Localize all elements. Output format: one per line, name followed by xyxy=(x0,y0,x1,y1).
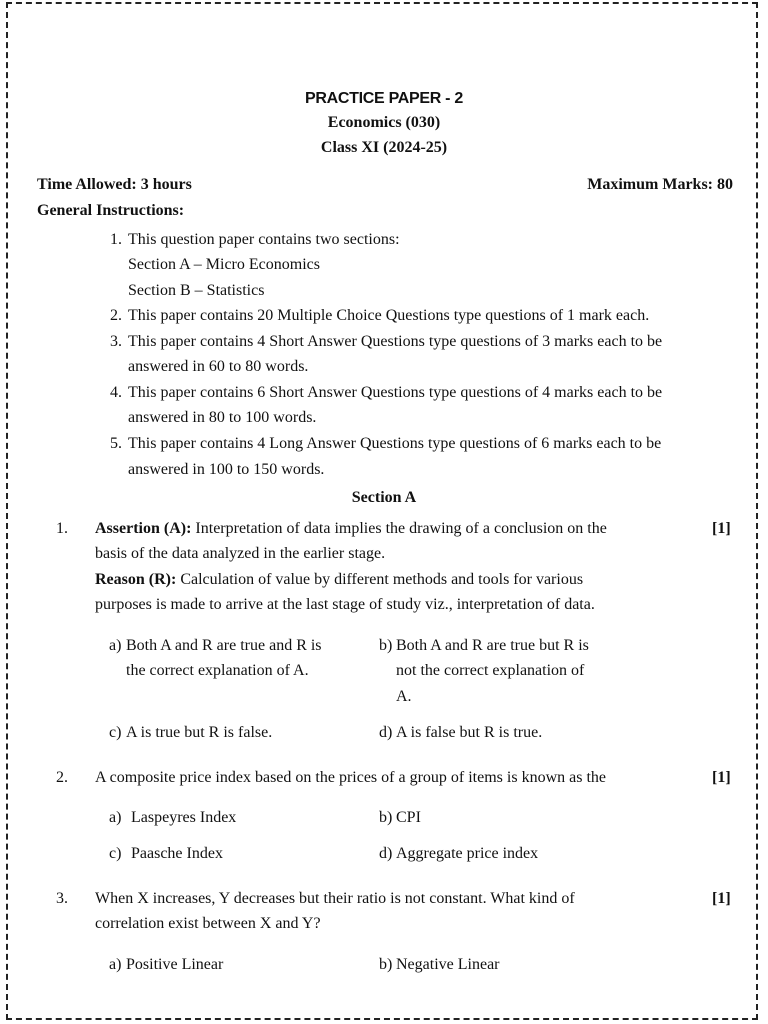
question-number: 2. xyxy=(56,769,68,786)
instructions-heading: General Instructions: xyxy=(37,202,185,219)
option-text: Laspeyres Index xyxy=(131,809,237,826)
assertion-label: Assertion (A): xyxy=(95,520,192,537)
instruction-line: answered in 100 to 150 words. xyxy=(128,461,325,478)
instruction-line: This paper contains 4 Short Answer Questions type questions of 3 marks each to be xyxy=(128,333,663,350)
option-text: Negative Linear xyxy=(396,956,500,973)
instruction-number: 5. xyxy=(110,435,122,452)
option-text: the correct explanation of A. xyxy=(126,662,309,679)
option-text: A is false but R is true. xyxy=(396,724,543,741)
assertion-line: Interpretation of data implies the drawing of a conclusion on the xyxy=(191,520,607,537)
question-text: When X increases, Y decreases but their ratio is not constant. What kind of xyxy=(95,890,575,907)
option-label: c) xyxy=(109,845,122,862)
instruction-line: This question paper contains two sections: xyxy=(128,231,400,248)
question-text: correlation exist between X and Y? xyxy=(95,915,321,932)
option-text: A. xyxy=(396,688,412,705)
instruction-line: answered in 80 to 100 words. xyxy=(128,409,317,426)
option-text: Positive Linear xyxy=(126,956,224,973)
option-label: a) xyxy=(109,956,122,973)
option-label: a) xyxy=(109,809,122,826)
question-marks: [1] xyxy=(712,520,731,537)
option-label: b) xyxy=(379,637,393,654)
instruction-line: answered in 60 to 80 words. xyxy=(128,358,309,375)
reason-line: Calculation of value by different methods and tools for various xyxy=(176,571,584,588)
question-marks: [1] xyxy=(712,890,731,907)
option-label: d) xyxy=(379,845,393,862)
question-text: A composite price index based on the prices of a group of items is known as the xyxy=(95,769,606,786)
reason-line: purposes is made to arrive at the last stage of study viz., interpretation of data. xyxy=(95,596,595,613)
reason-text xyxy=(95,567,583,593)
option-label: c) xyxy=(109,724,122,741)
instruction-line: This paper contains 20 Multiple Choice Questions type questions of 1 mark each. xyxy=(128,307,650,324)
instruction-line: This paper contains 6 Short Answer Questions type questions of 4 marks each to be xyxy=(128,384,663,401)
instruction-line: Section A – Micro Economics xyxy=(128,256,320,273)
subject-title: Economics (030) xyxy=(327,114,441,131)
option-label: b) xyxy=(379,809,393,826)
instruction-line: This paper contains 4 Long Answer Questions type questions of 6 marks each to be xyxy=(128,435,662,452)
option-text: CPI xyxy=(396,809,421,826)
instruction-number: 4. xyxy=(110,384,122,401)
assertion-text xyxy=(95,516,607,542)
instruction-number: 2. xyxy=(110,307,122,324)
instruction-line: Section B – Statistics xyxy=(128,282,265,299)
option-text: Paasche Index xyxy=(131,845,223,862)
time-allowed: Time Allowed: 3 hours xyxy=(37,176,192,193)
option-text: Aggregate price index xyxy=(396,845,539,862)
maximum-marks: Maximum Marks: 80 xyxy=(587,176,733,193)
question-number: 3. xyxy=(56,890,68,907)
instruction-number: 3. xyxy=(110,333,122,350)
question-number: 1. xyxy=(56,520,68,537)
option-label: b) xyxy=(379,956,393,973)
option-text: not the correct explanation of xyxy=(396,662,585,679)
option-text: Both A and R are true and R is xyxy=(126,637,322,654)
paper-title: PRACTICE PAPER - 2 xyxy=(305,90,463,107)
option-text: A is true but R is false. xyxy=(126,724,273,741)
option-label: a) xyxy=(109,637,122,654)
reason-label: Reason (R): xyxy=(95,571,177,588)
instruction-number: 1. xyxy=(110,231,122,248)
option-label: d) xyxy=(379,724,393,741)
assertion-line: basis of the data analyzed in the earlier stage. xyxy=(95,545,386,562)
section-title: Section A xyxy=(351,489,417,506)
question-marks: [1] xyxy=(712,769,731,786)
option-text: Both A and R are true but R is xyxy=(396,637,589,654)
class-title: Class XI (2024-25) xyxy=(320,139,448,156)
